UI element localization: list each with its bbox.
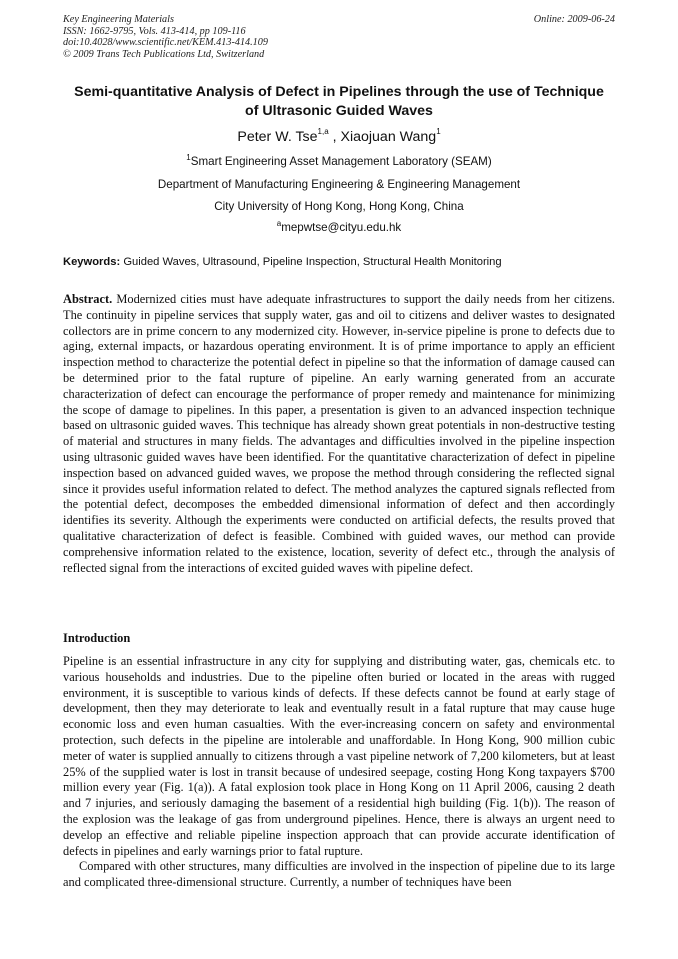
paragraph: Pipeline is an essential infrastructure in any city for supplying and distributing water, gas, chemicals etc. to various households and industries. Due to the pipeline often buried or located in the areas with rugged environment, it is susceptible to various kinds of defects. If these defects cannot be found at early stage of development, then they may deteriorate to leak and eventually result in a fatal rupture that may cause huge economic loss and even human casualties. With the ever-increasing concern on safety and environmental protection, such defects in the pipeline are intolerable and unaffordable. In Hong Kong, 900 million cubic meter of water is supplied annually to citizens through a vast pipeline network of 7,200 kilometers, but at least 25% of the supplied water is lost in transit because of undesired seepage, costing Hong Kong taxpayers $700 million every year (Fig. 1(a)). A fatal explosion took place in Hong Kong on 11 April 2006, causing 2 death and 7 injuries, and seriously damaging the basement of a residential high building (Fig. 1(b)). The reason of the explosion was the leakage of gas from underground pipelines. Hence, there is always an urgent need to develop an effective and reliable pipeline inspection approach that can provide accurate identification of defects in pipelines and early warnings prior to fatal rupture. xyxy=(63,654,615,858)
journal-header xyxy=(63,14,403,60)
affiliation-lab: $^1$Smart Engineering Asset Management Laboratory (SEAM) xyxy=(186,153,492,168)
author-name: Peter W. Tse xyxy=(237,129,318,145)
issn-line: ISSN: 1662-9795, Vols. 413-414, pp 109-116 xyxy=(63,25,246,37)
author-name: Xiaojuan Wang xyxy=(340,129,437,145)
author-superscript: 1 xyxy=(436,127,441,136)
abstract-text: Modernized cities must have adequate infrastructures to support the daily needs from her citizens. The continuity in pipeline services that supply water, gas and oil to citizens and deliver wastes to designated collectors are in prime concern to any modernized city. However, in-service pipeline is prone to defects due to aging, external impacts, or hazardous operating environment. It is of prime importance to apply an efficient inspection method to characterize the potential defect in pipeline so that the information of damage caused can be determined prior to the fatal rupture of pipeline. An early warning generated from an accurate characterization of defect can encourage the performance of proper remedy and maintenance for minimizing the scope of damage to pipelines. In this paper, a presentation is given to an advanced inspection technique based on ultrasonic guided waves. This technique has already shown great potentials in non-destructive testing of material and structures in many fields. The advantages and difficulties involved in the pipeline inspection using ultrasonic guided waves have been identified. For the quantitative characterization of defect in pipeline inspection based on advanced guided waves, we propose the method through considering the reflected signal since it provides useful information related to defect. The method analyzes the captured signals reflected from the potential defect, decomposes the embedded dimensional information of defect and then accordingly identifies its severity. Although the experiments were conducted on artificial defects, the results proved that qualitative characterization of defect is feasible. Combined with guided waves, our method can provide comprehensive information related to the existence, location, severity of defect etc., through the analysis of reflected signal from the interactions of excited guided waves with pipeline defect. xyxy=(63,292,615,575)
abstract xyxy=(63,292,615,576)
author-superscript: 1,a xyxy=(317,127,329,136)
email-superscript: a xyxy=(276,219,282,228)
online-date: Online: 2009-06-24 xyxy=(533,14,615,25)
abstract-label: Abstract. xyxy=(63,292,113,306)
paragraph: Compared with other structures, many difficulties are involved in the inspection of pipeline due to its large and complicated three-dimensional structure. Currently, a number of techniques have been xyxy=(63,859,615,890)
introduction-heading: Introduction xyxy=(63,631,131,645)
affiliation-superscript: 1 xyxy=(186,153,191,162)
author-separator: , xyxy=(328,129,341,145)
author-email: $^a$mepwtse@cityu.edu.hk xyxy=(276,219,402,234)
author-line xyxy=(0,129,678,145)
introduction-body xyxy=(63,654,615,891)
keywords-label: Keywords: xyxy=(63,256,121,268)
copyright-line: © 2009 Trans Tech Publications Ltd, Switzerland xyxy=(63,48,265,60)
paper-title: Semi-quantitative Analysis of Defect in Pipelines through the use of Technique of Ultrasonic Guided Waves xyxy=(74,84,604,119)
keywords xyxy=(63,256,615,268)
keywords-text: Guided Waves, Ultrasound, Pipeline Inspection, Structural Health Monitoring xyxy=(123,256,502,268)
journal-name: Key Engineering Materials xyxy=(63,14,174,25)
doi-line: doi:10.4028/www.scientific.net/KEM.413-414.109 xyxy=(63,37,268,49)
affiliation-dept: Department of Manufacturing Engineering & Engineering Management xyxy=(157,178,521,191)
affiliation-univ: City University of Hong Kong, Hong Kong, China xyxy=(214,200,464,213)
